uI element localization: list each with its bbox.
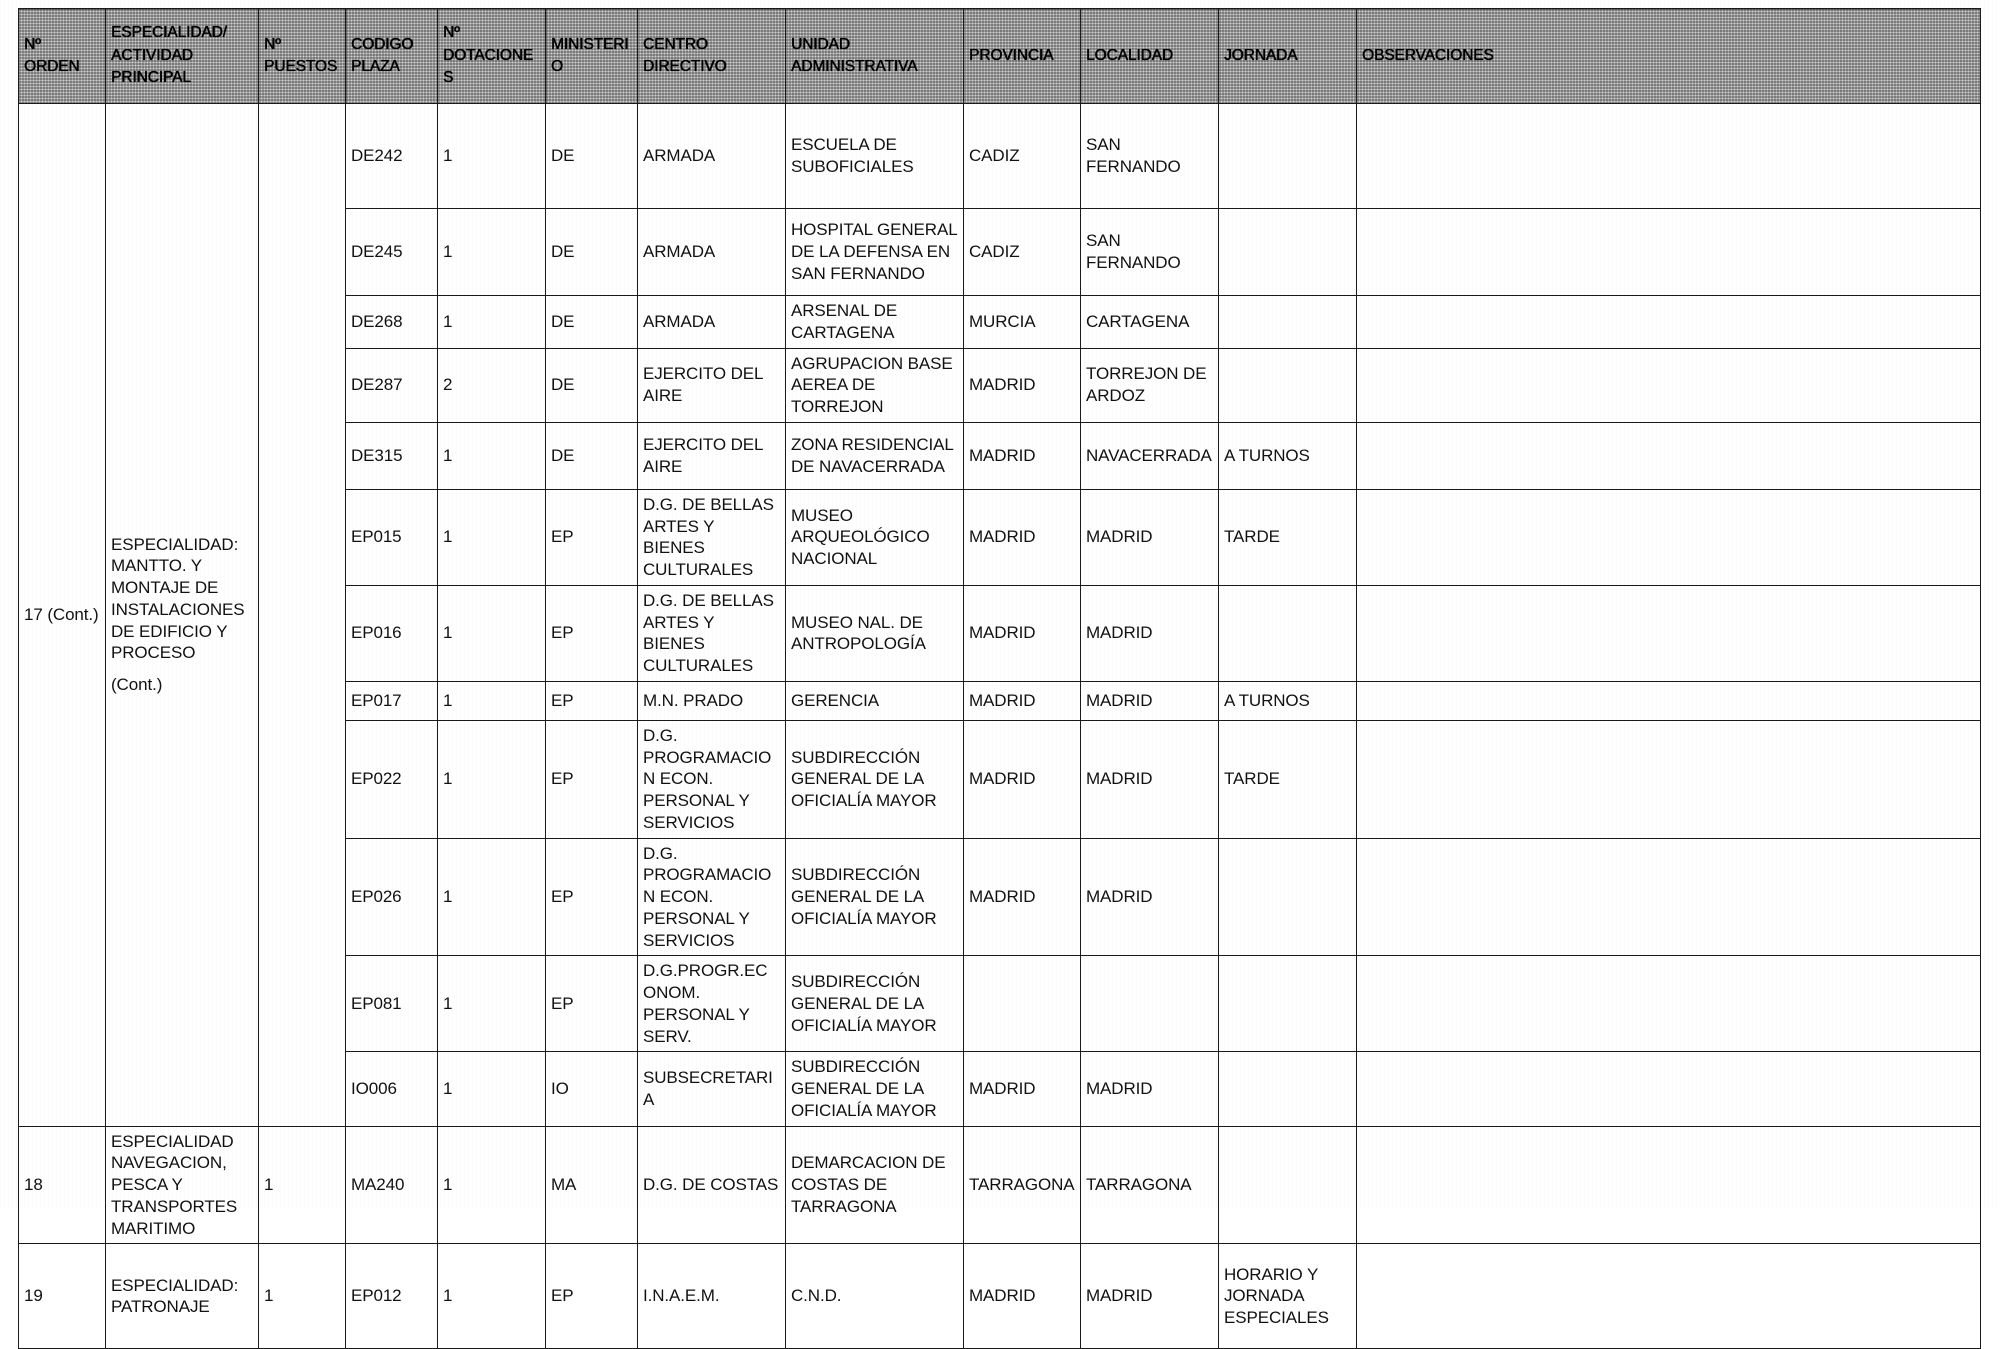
cell-dotaciones: 1: [438, 422, 546, 489]
cell-codigo: MA240: [346, 1126, 438, 1244]
cell-centro-directivo: D.G. PROGRAMACION ECON. PERSONAL Y SERVICIOS: [638, 838, 786, 956]
header-cell-dotaciones: [438, 9, 546, 104]
cell-jornada: TARDE: [1219, 489, 1357, 585]
especialidad-spacer: [111, 664, 253, 674]
cell-centro-directivo: SUBSECRETARIA: [638, 1052, 786, 1126]
cell-unidad-administrativa: DEMARCACION DE COSTAS DE TARRAGONA: [786, 1126, 964, 1244]
cell-jornada: [1219, 348, 1357, 422]
cell-centro-directivo: ARMADA: [638, 209, 786, 296]
cell-observaciones: [1357, 1126, 1981, 1244]
cell-codigo: EP017: [346, 681, 438, 720]
cell-localidad: CARTAGENA: [1081, 296, 1219, 349]
cell-localidad: MADRID: [1081, 489, 1219, 585]
cell-codigo: DE315: [346, 422, 438, 489]
cell-jornada: TARDE: [1219, 720, 1357, 838]
cell-centro-directivo: EJERCITO DEL AIRE: [638, 422, 786, 489]
header-label-provincia-l0: PROVINCIA: [969, 46, 1054, 64]
cell-codigo: EP081: [346, 956, 438, 1052]
cell-provincia: MURCIA: [964, 296, 1081, 349]
cell-jornada: [1219, 104, 1357, 209]
cell-centro-directivo: M.N. PRADO: [638, 681, 786, 720]
cell-unidad-administrativa: ZONA RESIDENCIAL DE NAVACERRADA: [786, 422, 964, 489]
cell-centro-directivo: I.N.A.E.M.: [638, 1244, 786, 1349]
cell-dotaciones: 1: [438, 489, 546, 585]
cell-jornada: [1219, 838, 1357, 956]
cell-observaciones: [1357, 838, 1981, 956]
cell-dotaciones: 1: [438, 585, 546, 681]
cell-ministerio: MA: [546, 1126, 638, 1244]
cell-ministerio: EP: [546, 585, 638, 681]
cell-centro-directivo: ARMADA: [638, 104, 786, 209]
cell-codigo: EP022: [346, 720, 438, 838]
cell-centro-directivo: D.G.PROGR.ECONOM. PERSONAL Y SERV.: [638, 956, 786, 1052]
cell-ministerio: EP: [546, 956, 638, 1052]
cell-unidad-administrativa: SUBDIRECCIÓN GENERAL DE LA OFICIALÍA MAYOR: [786, 956, 964, 1052]
cell-dotaciones: 1: [438, 209, 546, 296]
cell-ministerio: EP: [546, 838, 638, 956]
header-cell-puestos: [259, 9, 346, 104]
header-label-especialidad-l1: ACTIVIDAD: [111, 46, 193, 64]
cell-observaciones: [1357, 209, 1981, 296]
cell-centro-directivo: D.G. DE BELLAS ARTES Y BIENES CULTURALES: [638, 489, 786, 585]
cell-unidad-administrativa: HOSPITAL GENERAL DE LA DEFENSA EN SAN FERNANDO: [786, 209, 964, 296]
cell-codigo: EP016: [346, 585, 438, 681]
cell-provincia: TARRAGONA: [964, 1126, 1081, 1244]
cell-jornada: [1219, 956, 1357, 1052]
cell-jornada: A TURNOS: [1219, 681, 1357, 720]
cell-provincia: [964, 956, 1081, 1052]
cell-localidad: MADRID: [1081, 838, 1219, 956]
cell-ministerio: EP: [546, 720, 638, 838]
cell-dotaciones: 1: [438, 1126, 546, 1244]
cell-localidad: MADRID: [1081, 1244, 1219, 1349]
especialidad-cont-text: (Cont.): [111, 675, 163, 695]
cell-dotaciones: 1: [438, 296, 546, 349]
cell-dotaciones: 1: [438, 1052, 546, 1126]
header-cell-orden: [19, 9, 106, 104]
cell-localidad: TORREJON DE ARDOZ: [1081, 348, 1219, 422]
cell-observaciones: [1357, 720, 1981, 838]
cell-unidad-administrativa: ESCUELA DE SUBOFICIALES: [786, 104, 964, 209]
cell-jornada: HORARIO Y JORNADA ESPECIALES: [1219, 1244, 1357, 1349]
cell-dotaciones: 1: [438, 1244, 546, 1349]
cell-ministerio: DE: [546, 348, 638, 422]
cell-unidad-administrativa: SUBDIRECCIÓN GENERAL DE LA OFICIALÍA MAYOR: [786, 720, 964, 838]
cell-unidad-administrativa: C.N.D.: [786, 1244, 964, 1349]
cell-codigo: DE245: [346, 209, 438, 296]
header-cell-centro-directivo: [638, 9, 786, 104]
cell-localidad: [1081, 956, 1219, 1052]
cell-unidad-administrativa: SUBDIRECCIÓN GENERAL DE LA OFICIALÍA MAYOR: [786, 1052, 964, 1126]
cell-dotaciones: 1: [438, 104, 546, 209]
header-row: [19, 9, 1981, 104]
cell-ministerio: EP: [546, 1244, 638, 1349]
cell-observaciones: [1357, 681, 1981, 720]
cell-unidad-administrativa: AGRUPACION BASE AEREA DE TORREJON: [786, 348, 964, 422]
cell-localidad: MADRID: [1081, 681, 1219, 720]
cell-unidad-administrativa: GERENCIA: [786, 681, 964, 720]
header-label-dotaciones-l0: Nº: [443, 24, 460, 42]
cell-ministerio: IO: [546, 1052, 638, 1126]
cell-especialidad-group19: ESPECIALIDAD: PATRONAJE: [106, 1244, 259, 1349]
cell-codigo: DE242: [346, 104, 438, 209]
cell-codigo: DE268: [346, 296, 438, 349]
cell-provincia: MADRID: [964, 348, 1081, 422]
cell-observaciones: [1357, 1244, 1981, 1349]
cell-observaciones: [1357, 296, 1981, 349]
header-cell-localidad: [1081, 9, 1219, 104]
cell-puestos-group17: [259, 104, 346, 1127]
cell-dotaciones: 2: [438, 348, 546, 422]
cell-observaciones: [1357, 422, 1981, 489]
cell-provincia: MADRID: [964, 489, 1081, 585]
header-label-puestos-l0: Nº PUESTOS: [264, 35, 338, 75]
cell-jornada: A TURNOS: [1219, 422, 1357, 489]
header-cell-codigo-plaza: [346, 9, 438, 104]
header-label-unidad-l0: UNIDAD: [791, 35, 850, 53]
cell-provincia: MADRID: [964, 720, 1081, 838]
header-label-ministerio-l0: MINISTERIO: [551, 35, 629, 75]
cell-dotaciones: 1: [438, 838, 546, 956]
table-row: [19, 1126, 1981, 1244]
cell-ministerio: DE: [546, 209, 638, 296]
header-cell-unidad-administrativa: [786, 9, 964, 104]
header-label-orden-l0: Nº ORDEN: [24, 35, 80, 75]
cell-centro-directivo: EJERCITO DEL AIRE: [638, 348, 786, 422]
cell-centro-directivo: D.G. DE BELLAS ARTES Y BIENES CULTURALES: [638, 585, 786, 681]
cell-ministerio: DE: [546, 422, 638, 489]
header-label-observaciones-l0: OBSERVACIONES: [1362, 46, 1494, 64]
cell-localidad: SAN FERNANDO: [1081, 209, 1219, 296]
table-row: [19, 104, 1981, 209]
cell-dotaciones: 1: [438, 720, 546, 838]
header-cell-ministerio: [546, 9, 638, 104]
cell-codigo: EP026: [346, 838, 438, 956]
header-cell-jornada: [1219, 9, 1357, 104]
cell-centro-directivo: ARMADA: [638, 296, 786, 349]
cell-localidad: MADRID: [1081, 1052, 1219, 1126]
cell-jornada: [1219, 1052, 1357, 1126]
cell-localidad: MADRID: [1081, 585, 1219, 681]
cell-observaciones: [1357, 104, 1981, 209]
header-cell-observaciones: [1357, 9, 1981, 104]
cell-dotaciones: 1: [438, 681, 546, 720]
cell-ministerio: EP: [546, 489, 638, 585]
cell-orden-group18: 18: [19, 1126, 106, 1244]
cell-observaciones: [1357, 956, 1981, 1052]
cell-unidad-administrativa: MUSEO ARQUEOLÓGICO NACIONAL: [786, 489, 964, 585]
cell-especialidad-group18: ESPECIALIDAD NAVEGACION, PESCA Y TRANSPORTES MARITIMO: [106, 1126, 259, 1244]
header-label-centro-l0: CENTRO DIRECTIVO: [643, 35, 727, 75]
cell-observaciones: [1357, 489, 1981, 585]
especialidad-text: ESPECIALIDAD: MANTTO. Y MONTAJE DE INSTALACIONES DE EDIFICIO Y PROCESO: [111, 534, 245, 663]
header-label-codigo-l1: PLAZA: [351, 58, 400, 75]
table-body: [19, 104, 1981, 1349]
cell-orden-group17: 17 (Cont.): [19, 104, 106, 1127]
cell-provincia: MADRID: [964, 1244, 1081, 1349]
cell-observaciones: [1357, 585, 1981, 681]
cell-provincia: MADRID: [964, 585, 1081, 681]
cell-unidad-administrativa: ARSENAL DE CARTAGENA: [786, 296, 964, 349]
cell-provincia: MADRID: [964, 681, 1081, 720]
cell-observaciones: [1357, 1052, 1981, 1126]
cell-codigo: EP012: [346, 1244, 438, 1349]
header-label-localidad-l0: LOCALIDAD: [1086, 46, 1173, 64]
cell-orden-group19: 19: [19, 1244, 106, 1349]
cell-localidad: MADRID: [1081, 720, 1219, 838]
cell-jornada: [1219, 1126, 1357, 1244]
cell-provincia: CADIZ: [964, 104, 1081, 209]
cell-centro-directivo: D.G. PROGRAMACION ECON. PERSONAL Y SERVICIOS: [638, 720, 786, 838]
cell-ministerio: EP: [546, 681, 638, 720]
cell-unidad-administrativa: MUSEO NAL. DE ANTROPOLOGÍA: [786, 585, 964, 681]
cell-puestos-group18: 1: [259, 1126, 346, 1244]
header-cell-especialidad: [106, 9, 259, 104]
cell-localidad: NAVACERRADA: [1081, 422, 1219, 489]
cell-ministerio: DE: [546, 296, 638, 349]
cell-observaciones: [1357, 348, 1981, 422]
header-label-jornada-l0: JORNADA: [1224, 46, 1298, 64]
header-label-dotaciones-l1: DOTACIONES: [443, 46, 534, 87]
cell-jornada: [1219, 585, 1357, 681]
cell-codigo: EP015: [346, 489, 438, 585]
cell-jornada: [1219, 209, 1357, 296]
cell-localidad: SAN FERNANDO: [1081, 104, 1219, 209]
cell-unidad-administrativa: SUBDIRECCIÓN GENERAL DE LA OFICIALÍA MAYOR: [786, 838, 964, 956]
cell-puestos-group19: 1: [259, 1244, 346, 1349]
plazas-table: [18, 8, 1981, 1349]
header-label-especialidad-l0: ESPECIALIDAD/: [111, 24, 227, 42]
cell-provincia: CADIZ: [964, 209, 1081, 296]
header-label-especialidad-l2: PRINCIPAL: [111, 69, 191, 87]
cell-especialidad-group17: [106, 104, 259, 1127]
cell-provincia: MADRID: [964, 838, 1081, 956]
table-row: [19, 1244, 1981, 1349]
header-label-unidad-l1: ADMINISTRATIVA: [791, 58, 918, 75]
cell-ministerio: DE: [546, 104, 638, 209]
cell-localidad: TARRAGONA: [1081, 1126, 1219, 1244]
table-header: [19, 9, 1981, 104]
cell-provincia: MADRID: [964, 1052, 1081, 1126]
cell-provincia: MADRID: [964, 422, 1081, 489]
cell-codigo: DE287: [346, 348, 438, 422]
cell-jornada: [1219, 296, 1357, 349]
header-label-codigo-l0: CODIGO: [351, 35, 414, 53]
cell-dotaciones: 1: [438, 956, 546, 1052]
cell-centro-directivo: D.G. DE COSTAS: [638, 1126, 786, 1244]
header-cell-provincia: [964, 9, 1081, 104]
cell-codigo: IO006: [346, 1052, 438, 1126]
